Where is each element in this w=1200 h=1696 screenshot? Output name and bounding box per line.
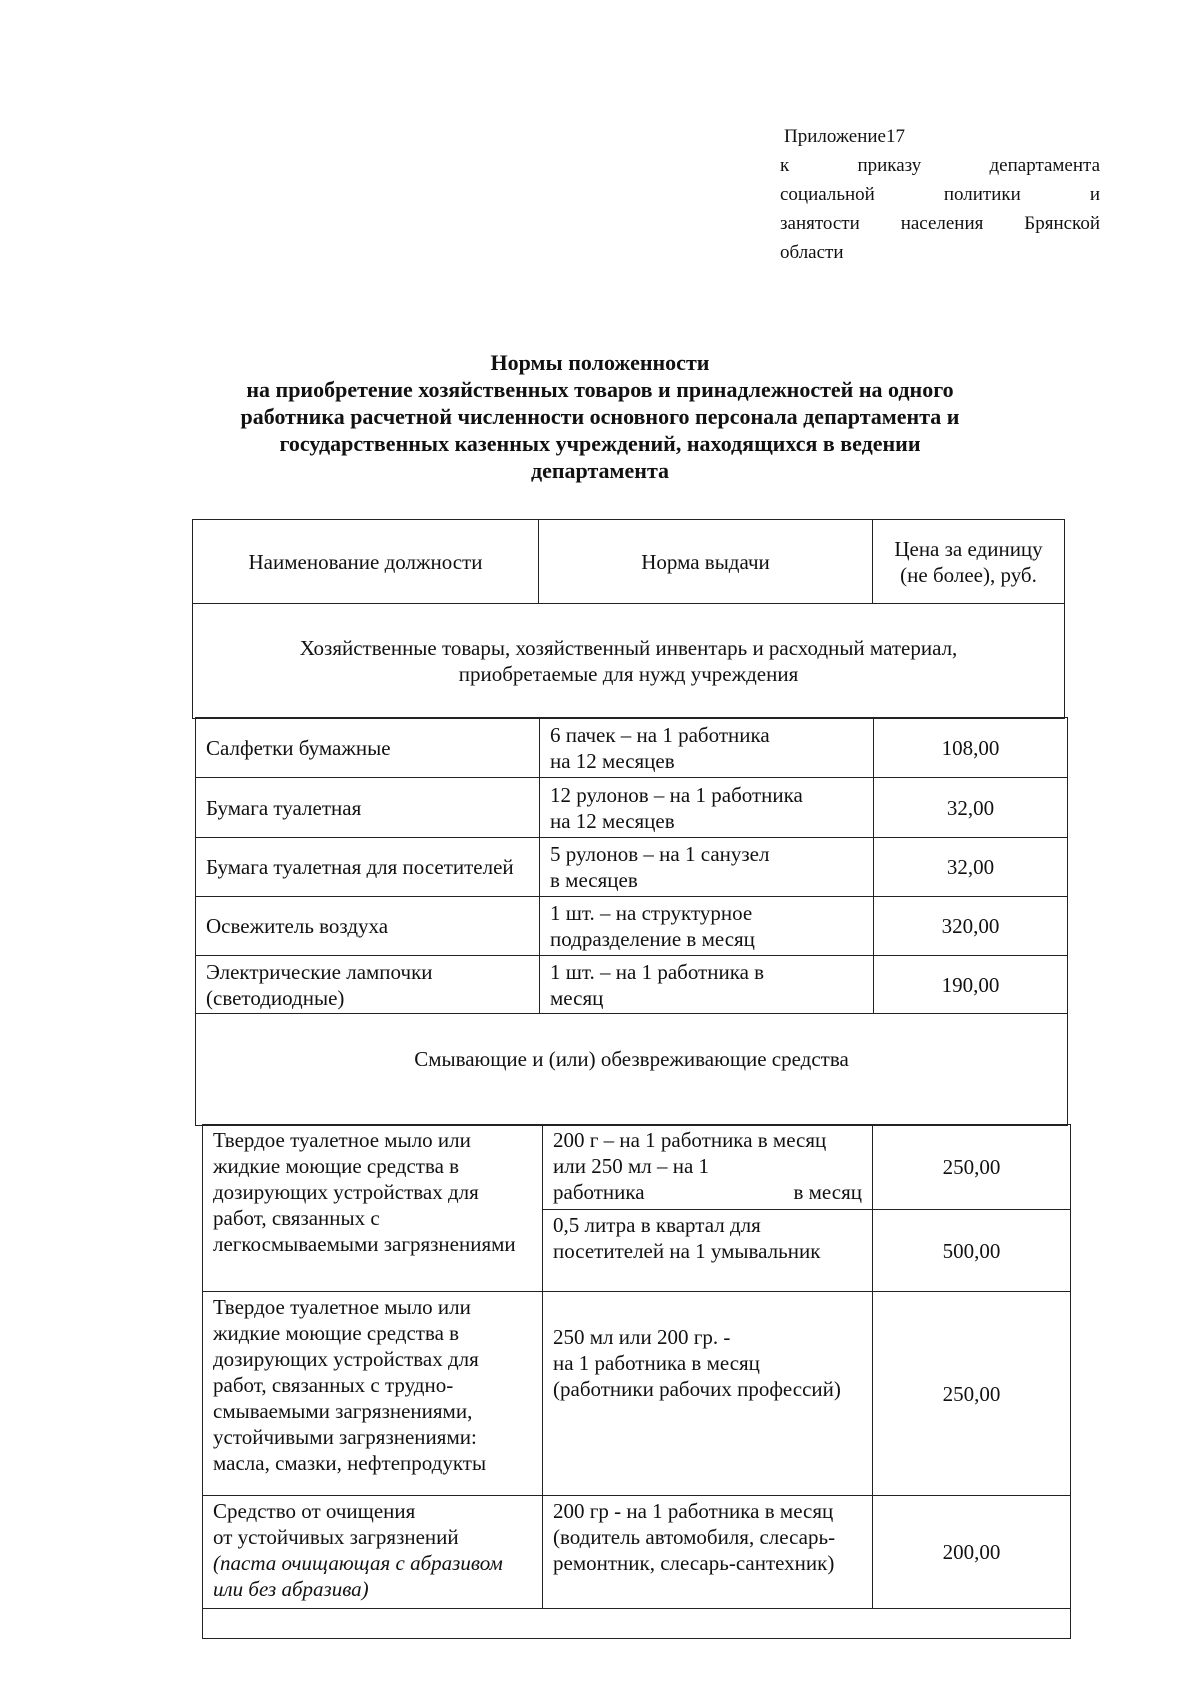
- item-price: 32,00: [874, 778, 1068, 838]
- table-header-row: [193, 520, 1065, 604]
- item-name: Твердое туалетное мыло или жидкие моющие средства в дозирующих устройствах для работ, связанных с трудно-смываемыми загрязнениями, устойчивыми загрязнениями: масла, смазки, нефтепродукты: [203, 1292, 543, 1496]
- table-row: [196, 778, 1068, 838]
- item-price: 32,00: [874, 838, 1068, 897]
- section-washing: Смывающие и (или) обезвреживающие средства: [196, 1014, 1068, 1126]
- item-norm: 1 шт. – на 1 работника в месяц: [540, 956, 874, 1014]
- item-name: Бумага туалетная: [196, 778, 540, 838]
- table-row: [196, 956, 1068, 1014]
- appendix-line: области: [780, 242, 844, 263]
- table-row: [196, 897, 1068, 956]
- item-name: Твердое туалетное мыло или жидкие моющие средства в дозирующих устройствах для работ, связанных с легкосмываемыми загрязнениями: [203, 1125, 543, 1292]
- table-row: [196, 718, 1068, 778]
- item-norm: 1 шт. – на структурное подразделение в месяц: [540, 897, 874, 956]
- item-norm: 250 мл или 200 гр. - на 1 работника в месяц (работники рабочих профессий): [543, 1292, 873, 1496]
- item-norm: 0,5 литра в квартал для посетителей на 1 умывальник: [543, 1210, 873, 1292]
- norms-table-household: [195, 717, 1068, 1126]
- appendix-line: Приложение17: [784, 126, 905, 147]
- item-price: 320,00: [874, 897, 1068, 956]
- item-name: Салфетки бумажные: [196, 718, 540, 778]
- table-row: [203, 1496, 1071, 1609]
- table-row: [203, 1292, 1071, 1496]
- item-price: 190,00: [874, 956, 1068, 1014]
- item-price: 250,00: [873, 1125, 1071, 1210]
- title-line: государственных казенных учреждений, находящихся в ведении: [279, 431, 921, 456]
- appendix-line: социальной политики и: [780, 184, 1100, 205]
- item-name: Электрические лампочки (светодиодные): [196, 956, 540, 1014]
- item-price: 200,00: [873, 1496, 1071, 1609]
- item-price: 250,00: [873, 1292, 1071, 1496]
- item-norm: 12 рулонов – на 1 работника на 12 месяцев: [540, 778, 874, 838]
- appendix-block: [780, 122, 1100, 267]
- header-price: Цена за единицу (не более), руб.: [873, 520, 1065, 604]
- item-norm: 200 гр - на 1 работника в месяц (водитель автомобиля, слесарь-ремонтник, слесарь-сантехник): [543, 1496, 873, 1609]
- norms-table-upper: [192, 519, 1065, 719]
- appendix-line: занятости населения Брянской: [780, 213, 1100, 234]
- item-norm: 200 г – на 1 работника в месяц или 250 мл – на 1 работника в месяц: [543, 1125, 873, 1210]
- section-household: Хозяйственные товары, хозяйственный инвентарь и расходный материал, приобретаемые для нужд учреждения: [193, 604, 1065, 719]
- table-row: [203, 1125, 1071, 1210]
- title-line: Нормы положенности: [490, 350, 710, 375]
- item-norm: 6 пачек – на 1 работника на 12 месяцев: [540, 718, 874, 778]
- title-line: на приобретение хозяйственных товаров и принадлежностей на одного: [246, 377, 954, 402]
- item-name: Освежитель воздуха: [196, 897, 540, 956]
- title-line: работника расчетной численности основного персонала департамента и: [240, 404, 960, 429]
- norms-table-washing: [202, 1124, 1071, 1639]
- table-row: [196, 838, 1068, 897]
- document-title: [160, 349, 1040, 484]
- header-position: Наименование должности: [193, 520, 539, 604]
- header-norm: Норма выдачи: [539, 520, 873, 604]
- title-line: департамента: [530, 458, 670, 483]
- item-price: 108,00: [874, 718, 1068, 778]
- appendix-line: к приказу департамента: [780, 155, 1100, 176]
- item-name: Средство от очищения от устойчивых загрязнений (паста очищающая с абразивом или без абразива): [203, 1496, 543, 1609]
- item-price: 500,00: [873, 1210, 1071, 1292]
- table-row-empty: [203, 1609, 1071, 1639]
- section-row: [196, 1014, 1068, 1126]
- empty-cell: [203, 1609, 1071, 1639]
- item-norm: 5 рулонов – на 1 санузел в месяцев: [540, 838, 874, 897]
- section-row: [193, 604, 1065, 719]
- item-name: Бумага туалетная для посетителей: [196, 838, 540, 897]
